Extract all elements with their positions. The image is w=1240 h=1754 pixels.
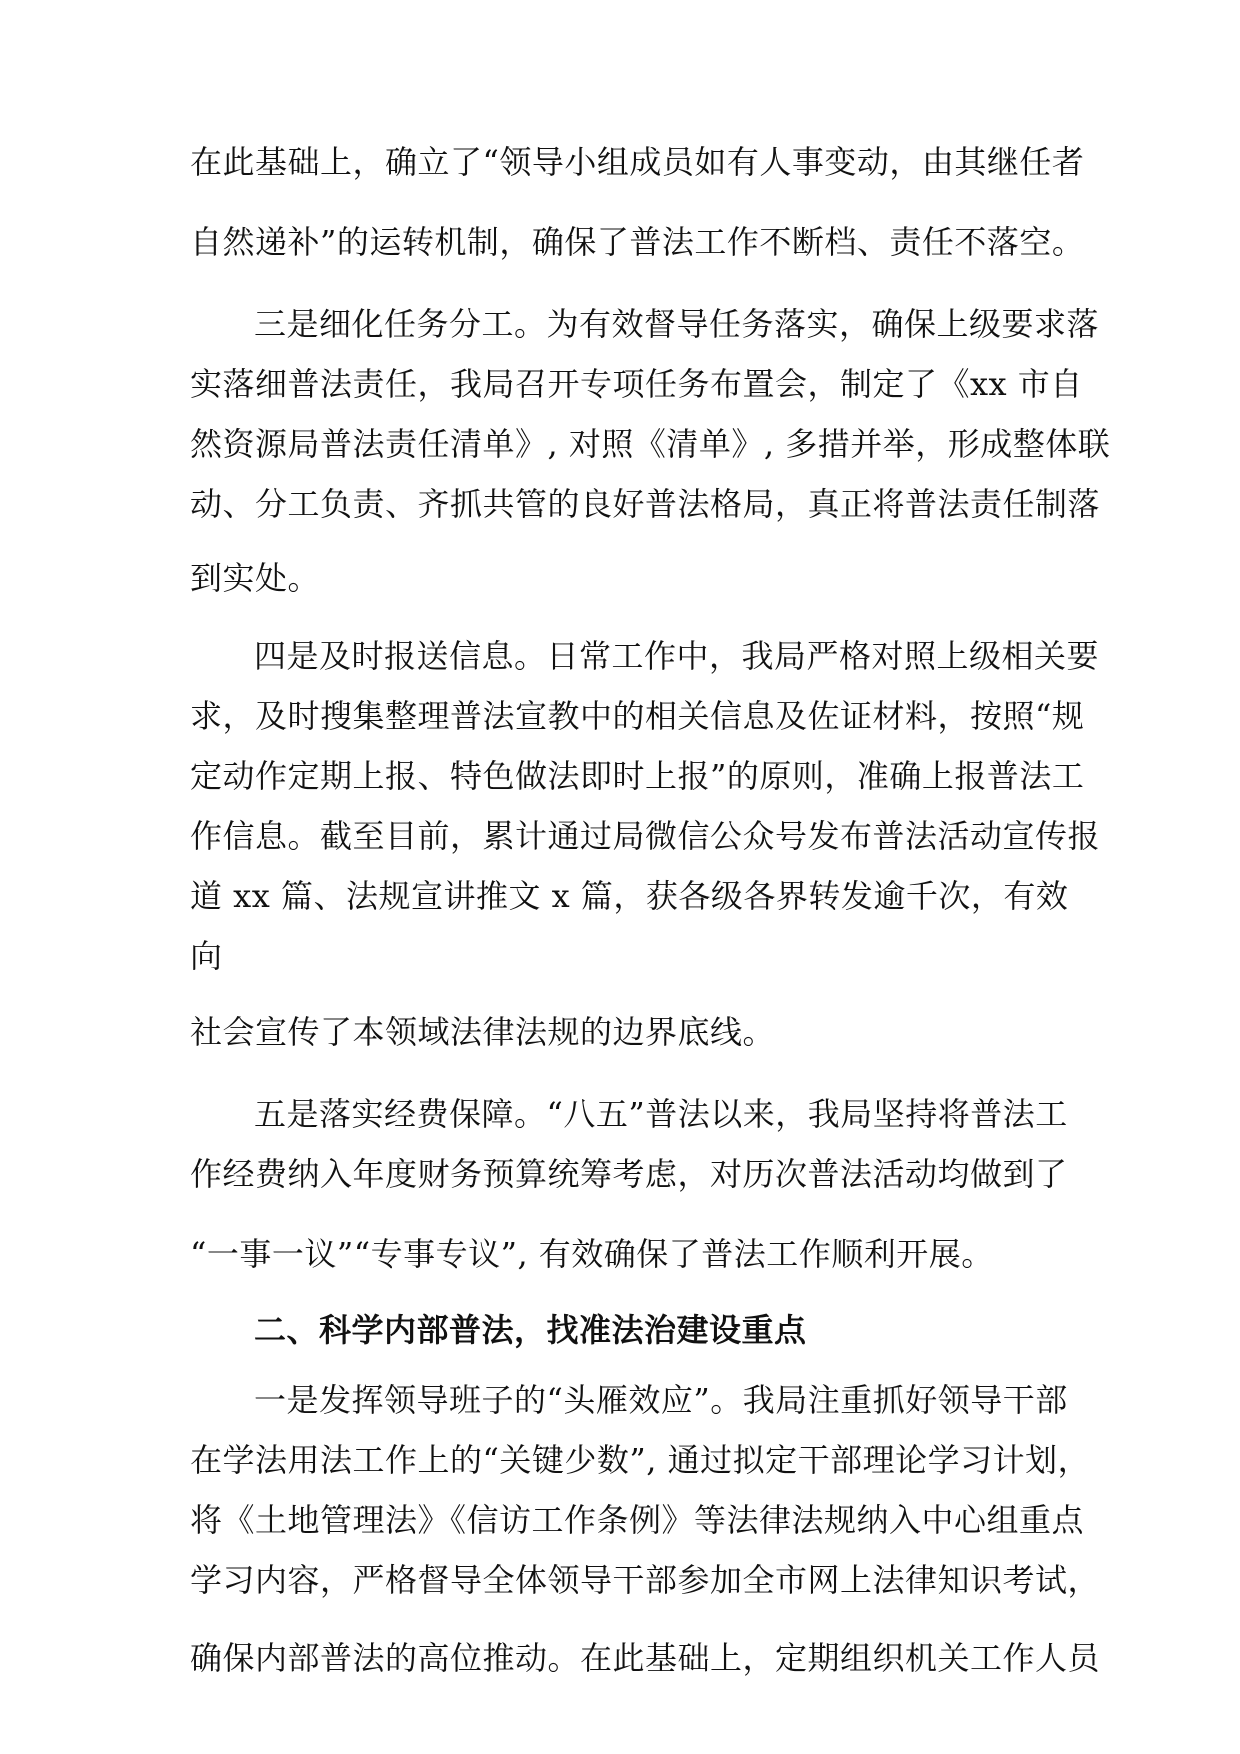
paragraph-start-line: 四是及时报送信息。日常工作中，我局严格对照上级相关要 bbox=[254, 637, 1100, 675]
paragraph-start-line: 一是发挥领导班子的“头雁效应”。我局注重抓好领导干部 bbox=[254, 1381, 1068, 1419]
text-line: “一事一议”“专事专议”, 有效确保了普法工作顺利开展。 bbox=[190, 1235, 994, 1273]
text-line: 将《土地管理法》《信访工作条例》等法律法规纳入中心组重点 bbox=[190, 1501, 1085, 1539]
paragraph-start-line: 五是落实经费保障。“八五”普法以来，我局坚持将普法工 bbox=[254, 1095, 1068, 1133]
text-line: 在学法用法工作上的“关键少数”, 通过拟定干部理论学习计划， bbox=[190, 1441, 1091, 1479]
text-line: 道 xx 篇、法规宣讲推文 x 篇，获各级各界转发逾千次，有效 bbox=[190, 877, 1069, 915]
text-line: 作经费纳入年度财务预算统筹考虑，对历次普法活动均做到了 bbox=[190, 1155, 1068, 1193]
text-line: 自然递补”的运转机制，确保了普法工作不断档、责任不落空。 bbox=[190, 223, 1085, 261]
text-line: 作信息。截至目前，累计通过局微信公众号发布普法活动宣传报 bbox=[190, 817, 1101, 855]
text-line: 向 bbox=[190, 937, 223, 975]
text-line: 然资源局普法责任清单》, 对照《清单》, 多措并举，形成整体联 bbox=[190, 425, 1111, 463]
text-line: 求，及时搜集整理普法宣教中的相关信息及佐证材料，按照“规 bbox=[190, 697, 1085, 735]
text-line: 在此基础上，确立了“领导小组成员如有人事变动，由其继任者 bbox=[190, 143, 1085, 181]
text-line: 定动作定期上报、特色做法即时上报”的原则，准确上报普法工 bbox=[190, 757, 1085, 795]
text-line: 确保内部普法的高位推动。在此基础上，定期组织机关工作人员 bbox=[190, 1639, 1101, 1677]
paragraph-start-line: 三是细化任务分工。为有效督导任务落实，确保上级要求落 bbox=[254, 305, 1100, 343]
section-heading: 二、科学内部普法，找准法治建设重点 bbox=[254, 1311, 807, 1349]
text-line: 到实处。 bbox=[190, 559, 321, 597]
text-line: 学习内容，严格督导全体领导干部参加全市网上法律知识考试， bbox=[190, 1561, 1101, 1599]
text-line: 社会宣传了本领域法律法规的边界底线。 bbox=[190, 1013, 776, 1051]
text-line: 动、分工负责、齐抓共管的良好普法格局，真正将普法责任制落 bbox=[190, 485, 1101, 523]
text-line: 实落细普法责任，我局召开专项任务布置会，制定了《xx 市自 bbox=[190, 365, 1083, 403]
